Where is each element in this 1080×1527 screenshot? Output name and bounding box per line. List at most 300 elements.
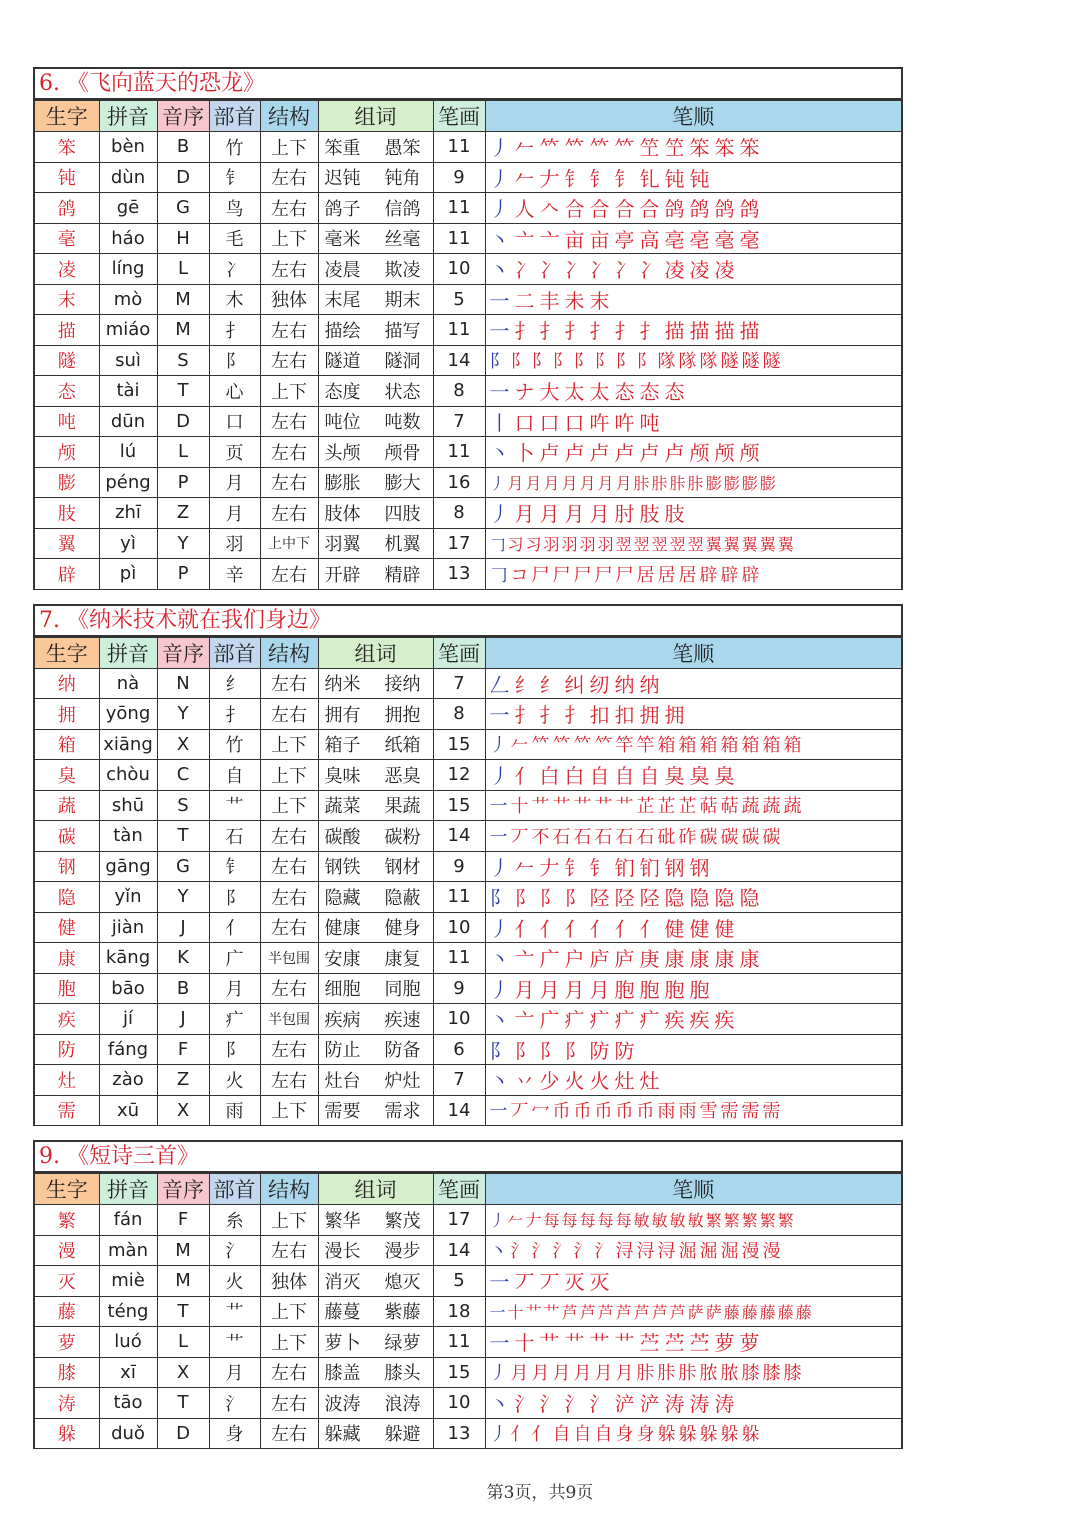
stroke-step: 卢	[539, 441, 560, 466]
stroke-step: 居	[636, 564, 655, 586]
char-cell: 态	[35, 376, 99, 407]
stroke-step: 丆	[539, 1270, 560, 1295]
stroke-order-cell	[485, 729, 901, 760]
order-cell: M	[157, 1266, 209, 1297]
structure-cell: 上下	[260, 1205, 318, 1236]
stroke-step: 胩	[657, 1363, 676, 1385]
stroke-step: 隧	[720, 351, 739, 373]
stroke-step: 币	[594, 1101, 613, 1123]
stroke-step: 隧	[762, 351, 781, 373]
header-structure: 结构	[260, 637, 318, 668]
stroke-step: 藤	[777, 1302, 794, 1322]
word-2: 吨数	[384, 412, 421, 434]
stroke-step: 躲	[720, 1424, 739, 1446]
stroke-step: 一	[489, 1302, 506, 1322]
char-cell: 颅	[35, 437, 99, 468]
word-1: 拥有	[324, 704, 361, 726]
char-cell: 繁	[35, 1205, 99, 1236]
pinyin-cell: fáng	[99, 1034, 157, 1065]
stroke-step: 辟	[741, 564, 760, 586]
stroke-step: 自	[614, 764, 635, 789]
stroke-step: 羽	[543, 534, 560, 554]
order-cell: Z	[157, 1065, 209, 1096]
stroke-step: 丶	[489, 258, 510, 283]
stroke-step: 氵	[589, 1392, 610, 1417]
stroke-step: 十	[507, 1302, 524, 1322]
stroke-step: 合	[589, 197, 610, 222]
stroke-step: 笁	[664, 136, 685, 161]
words-cell	[318, 1205, 433, 1236]
stroke-step: 扌	[614, 319, 635, 344]
stroke-order-cell	[485, 821, 901, 852]
stroke-step: 月	[594, 1363, 613, 1385]
stroke-step: 石	[552, 826, 571, 848]
structure-cell: 独体	[260, 1266, 318, 1297]
stroke-step: 一	[489, 380, 510, 405]
char-cell: 臭	[35, 760, 99, 791]
header-words: 组词	[318, 101, 433, 132]
stroke-step: 丿	[489, 473, 506, 493]
structure-cell: 上下	[260, 1327, 318, 1358]
word-1: 臭味	[324, 765, 361, 787]
word-2: 愚笨	[384, 137, 421, 159]
structure-cell: 左右	[260, 821, 318, 852]
lesson-section	[33, 604, 903, 1127]
word-1: 需要	[324, 1101, 361, 1123]
stroke-step: 胞	[614, 977, 635, 1002]
stroke-step: 防	[589, 1038, 610, 1063]
word-1: 隧道	[324, 351, 361, 373]
char-cell: 毫	[35, 223, 99, 254]
structure-cell: 上下	[260, 1296, 318, 1327]
stroke-step: 钅	[614, 166, 635, 191]
stroke-order-cell	[485, 1004, 901, 1035]
stroke-order-cell	[485, 912, 901, 943]
words-cell	[318, 528, 433, 559]
stroke-step: 碳	[699, 826, 718, 848]
char-cell: 吨	[35, 406, 99, 437]
structure-cell: 上下	[260, 790, 318, 821]
stroke-order-cell	[485, 498, 901, 529]
word-2: 膝头	[384, 1363, 421, 1385]
stroke-step: 翼	[777, 534, 794, 554]
stroke-step: 膝	[762, 1363, 781, 1385]
stroke-step: 康	[664, 947, 685, 972]
strokes-cell: 11	[433, 315, 485, 346]
stroke-step: 需	[762, 1101, 781, 1123]
stroke-step: 末	[589, 288, 610, 313]
stroke-step: 月	[552, 1363, 571, 1385]
word-2: 欺凌	[384, 259, 421, 281]
stroke-step: 萜	[720, 796, 739, 818]
stroke-step: 疾	[714, 1008, 735, 1033]
table-row	[35, 912, 901, 943]
radical-cell: 火	[209, 1266, 260, 1297]
word-1: 凌晨	[324, 259, 361, 281]
stroke-order-cell	[485, 193, 901, 224]
stroke-step: 亻	[614, 916, 635, 941]
order-cell: T	[157, 376, 209, 407]
stroke-step: 自	[594, 1424, 613, 1446]
stroke-step: 艹	[614, 1331, 635, 1356]
char-cell: 灶	[35, 1065, 99, 1096]
stroke-step: 一	[489, 1270, 510, 1295]
order-cell: T	[157, 821, 209, 852]
stroke-step: 纟	[514, 672, 535, 697]
stroke-step: 疒	[614, 1008, 635, 1033]
structure-cell: 左右	[260, 699, 318, 730]
radical-cell: 扌	[209, 315, 260, 346]
word-1: 健康	[324, 918, 361, 940]
stroke-step: 需	[741, 1101, 760, 1123]
radical-cell: 亻	[209, 912, 260, 943]
stroke-step: 翼	[741, 534, 758, 554]
pinyin-cell: yǐn	[99, 882, 157, 913]
stroke-step: 冫	[589, 258, 610, 283]
strokes-cell: 7	[433, 406, 485, 437]
stroke-step: 笁	[639, 136, 660, 161]
stroke-step: コ	[510, 564, 529, 586]
radical-cell: 扌	[209, 699, 260, 730]
stroke-step: 雪	[699, 1101, 718, 1123]
stroke-step: 羽	[561, 534, 578, 554]
word-1: 毫米	[324, 229, 361, 251]
stroke-step: 丆	[510, 1101, 529, 1123]
stroke-step: 阝	[489, 351, 508, 373]
stroke-step: 浔	[636, 1241, 655, 1263]
stroke-step: 尸	[594, 564, 613, 586]
stroke-step: 砒	[657, 826, 676, 848]
stroke-step: 丨	[489, 410, 510, 435]
stroke-step: 灶	[639, 1069, 660, 1094]
stroke-step: 白	[564, 764, 585, 789]
lesson-section	[33, 67, 903, 590]
stroke-step: 扌	[564, 319, 585, 344]
stroke-step: 口	[539, 410, 560, 435]
structure-cell: 左右	[260, 1235, 318, 1266]
stroke-step: 蔬	[762, 796, 781, 818]
stroke-step: 颅	[739, 441, 760, 466]
stroke-step: 石	[615, 826, 634, 848]
stroke-step: 卢	[589, 441, 610, 466]
words-cell	[318, 790, 433, 821]
stroke-step: 鸽	[714, 197, 735, 222]
stroke-step: 丰	[539, 288, 560, 313]
radical-cell: 月	[209, 467, 260, 498]
stroke-step: 箱	[783, 735, 802, 757]
word-2: 健身	[384, 918, 421, 940]
word-2: 碳粉	[384, 826, 421, 848]
radical-cell: 艹	[209, 1296, 260, 1327]
strokes-cell: 15	[433, 1357, 485, 1388]
stroke-step: 口	[514, 410, 535, 435]
strokes-cell: 16	[433, 467, 485, 498]
structure-cell: 左右	[260, 315, 318, 346]
stroke-order-cell	[485, 376, 901, 407]
word-2: 果蔬	[384, 796, 421, 818]
stroke-step: 翼	[759, 534, 776, 554]
stroke-step: 自	[552, 1424, 571, 1446]
strokes-cell: 11	[433, 132, 485, 163]
stroke-step: 氵	[594, 1241, 613, 1263]
table-row	[35, 699, 901, 730]
header-char: 生字	[35, 1174, 99, 1205]
strokes-cell: 11	[433, 223, 485, 254]
order-cell: F	[157, 1205, 209, 1236]
table-row	[35, 1095, 901, 1126]
words-cell	[318, 1327, 433, 1358]
word-1: 箱子	[324, 735, 361, 757]
stroke-step: 钆	[639, 166, 660, 191]
strokes-cell: 11	[433, 1327, 485, 1358]
order-cell: D	[157, 162, 209, 193]
table-row	[35, 1418, 901, 1449]
stroke-step: 漫	[741, 1241, 760, 1263]
stroke-step: 丶	[489, 1392, 510, 1417]
stroke-step: 藤	[795, 1302, 812, 1322]
stroke-step: 淈	[678, 1241, 697, 1263]
char-cell: 凌	[35, 254, 99, 285]
stroke-step: 𥫗	[589, 136, 610, 161]
stroke-step: 𥫗	[539, 136, 560, 161]
stroke-step: 健	[689, 916, 710, 941]
pinyin-cell: suì	[99, 345, 157, 376]
stroke-step: 火	[564, 1069, 585, 1094]
strokes-cell: 13	[433, 1418, 485, 1449]
strokes-cell: 17	[433, 528, 485, 559]
stroke-step: 碳	[762, 826, 781, 848]
stroke-order-cell	[485, 1095, 901, 1126]
stroke-step: 每	[597, 1211, 614, 1231]
stroke-step: 月	[539, 502, 560, 527]
stroke-step: 𥫗	[564, 136, 585, 161]
stroke-step: 鸽	[664, 197, 685, 222]
char-cell: 胞	[35, 973, 99, 1004]
stroke-step: 丶	[489, 1008, 510, 1033]
stroke-step: 雨	[678, 1101, 697, 1123]
stroke-step: 芦	[651, 1302, 668, 1322]
stroke-step: 𥫗	[573, 735, 592, 757]
table-row	[35, 284, 901, 315]
char-cell: 鸽	[35, 193, 99, 224]
stroke-step: 胩	[636, 1363, 655, 1385]
strokes-cell: 8	[433, 699, 485, 730]
char-cell: 膨	[35, 467, 99, 498]
stroke-step: 亩	[564, 227, 585, 252]
stroke-step: 隐	[664, 886, 685, 911]
header-radical: 部首	[209, 637, 260, 668]
stroke-step: 描	[689, 319, 710, 344]
structure-cell: 左右	[260, 498, 318, 529]
stroke-step: 身	[636, 1424, 655, 1446]
stroke-step: 丶	[489, 1241, 508, 1263]
stroke-order-cell	[485, 132, 901, 163]
header-words: 组词	[318, 1174, 433, 1205]
stroke-step: 态	[614, 380, 635, 405]
stroke-step: 纟	[539, 672, 560, 697]
table-row	[35, 254, 901, 285]
stroke-step: 月	[573, 1363, 592, 1385]
radical-cell: 阝	[209, 345, 260, 376]
stroke-step: 笨	[739, 136, 760, 161]
stroke-step: 萨	[705, 1302, 722, 1322]
strokes-cell: 18	[433, 1296, 485, 1327]
word-2: 期末	[384, 290, 421, 312]
stroke-step: 雨	[657, 1101, 676, 1123]
word-1: 肢体	[324, 503, 361, 525]
char-cell: 隐	[35, 882, 99, 913]
stroke-step: 灭	[589, 1270, 610, 1295]
stroke-step: 陉	[589, 886, 610, 911]
pinyin-cell: mò	[99, 284, 157, 315]
char-cell: 末	[35, 284, 99, 315]
radical-cell: 疒	[209, 1004, 260, 1035]
stroke-step: 丷	[514, 1069, 535, 1094]
stroke-step: 浐	[639, 1392, 660, 1417]
pinyin-cell: miáo	[99, 315, 157, 346]
pinyin-cell: nà	[99, 668, 157, 699]
stroke-step: 隧	[741, 351, 760, 373]
table-row	[35, 1266, 901, 1297]
word-1: 波涛	[324, 1393, 361, 1415]
structure-cell: 上下	[260, 760, 318, 791]
stroke-step: 纳	[639, 672, 660, 697]
stroke-step: 身	[615, 1424, 634, 1446]
char-cell: 箱	[35, 729, 99, 760]
stroke-step: 艹	[573, 796, 592, 818]
stroke-step: 漫	[762, 1241, 781, 1263]
table-row	[35, 1034, 901, 1065]
stroke-step: 藤	[741, 1302, 758, 1322]
word-2: 钝角	[384, 168, 421, 190]
stroke-step: 氵	[510, 1241, 529, 1263]
stroke-step: 阝	[510, 351, 529, 373]
stroke-step: 𥫗	[594, 735, 613, 757]
stroke-step: 钅	[589, 855, 610, 880]
order-cell: T	[157, 1388, 209, 1419]
strokes-cell: 11	[433, 943, 485, 974]
structure-cell: 左右	[260, 254, 318, 285]
stroke-step: 扌	[514, 703, 535, 728]
stroke-step: 亠	[514, 947, 535, 972]
stroke-step: 月	[564, 502, 585, 527]
vocab-table	[35, 100, 901, 590]
stroke-step: 隊	[699, 351, 718, 373]
word-2: 精辟	[384, 564, 421, 586]
radical-cell: 月	[209, 498, 260, 529]
stroke-step: 𥫗	[552, 735, 571, 757]
char-cell: 碳	[35, 821, 99, 852]
words-cell	[318, 254, 433, 285]
word-1: 描绘	[324, 320, 361, 342]
word-2: 防备	[384, 1040, 421, 1062]
stroke-step: 阝	[636, 351, 655, 373]
pinyin-cell: yì	[99, 528, 157, 559]
order-cell: G	[157, 851, 209, 882]
strokes-cell: 13	[433, 559, 485, 590]
stroke-step: 敏	[669, 1211, 686, 1231]
structure-cell: 上下	[260, 729, 318, 760]
stroke-step: 拥	[664, 703, 685, 728]
pinyin-cell: téng	[99, 1296, 157, 1327]
pinyin-cell: jí	[99, 1004, 157, 1035]
stroke-step: 一	[489, 703, 510, 728]
stroke-step: 卢	[614, 441, 635, 466]
stroke-step: 艹	[564, 1331, 585, 1356]
stroke-step: 萝	[714, 1331, 735, 1356]
word-2: 漫步	[384, 1241, 421, 1263]
order-cell: M	[157, 284, 209, 315]
stroke-step: 高	[639, 227, 660, 252]
word-2: 信鸽	[384, 198, 421, 220]
stroke-order-cell	[485, 1327, 901, 1358]
word-1: 开辟	[324, 564, 361, 586]
stroke-step: 亠	[539, 227, 560, 252]
char-cell: 需	[35, 1095, 99, 1126]
table-row	[35, 1205, 901, 1236]
pinyin-cell: yōng	[99, 699, 157, 730]
stroke-step: 未	[564, 288, 585, 313]
structure-cell: 左右	[260, 1034, 318, 1065]
word-1: 末尾	[324, 290, 361, 312]
table-row	[35, 1065, 901, 1096]
stroke-step: 丶	[489, 227, 510, 252]
words-cell	[318, 223, 433, 254]
pinyin-cell: zào	[99, 1065, 157, 1096]
table-row	[35, 882, 901, 913]
char-cell: 钢	[35, 851, 99, 882]
stroke-step: 藤	[723, 1302, 740, 1322]
stroke-step: 月	[615, 473, 632, 493]
pinyin-cell: màn	[99, 1235, 157, 1266]
stroke-step: 丿	[489, 166, 510, 191]
stroke-order-cell	[485, 1296, 901, 1327]
stroke-step: 𠂉	[507, 1211, 524, 1231]
radical-cell: 纟	[209, 668, 260, 699]
pinyin-cell: duǒ	[99, 1418, 157, 1449]
order-cell: P	[157, 467, 209, 498]
stroke-step: 氵	[531, 1241, 550, 1263]
stroke-step: 浔	[657, 1241, 676, 1263]
structure-cell: 左右	[260, 851, 318, 882]
stroke-step: 月	[543, 473, 560, 493]
stroke-step: 𥫗	[531, 735, 550, 757]
stroke-step: 箱	[762, 735, 781, 757]
header-order: 音序	[157, 101, 209, 132]
stroke-step: 月	[564, 977, 585, 1002]
stroke-step: 吘	[614, 410, 635, 435]
stroke-step: 吘	[589, 410, 610, 435]
pinyin-cell: xiāng	[99, 729, 157, 760]
stroke-step: 膝	[741, 1363, 760, 1385]
stroke-step: 丿	[489, 1424, 508, 1446]
stroke-step: 丶	[489, 1069, 510, 1094]
stroke-step: 亻	[589, 916, 610, 941]
stroke-step: 钝	[664, 166, 685, 191]
strokes-cell: 10	[433, 912, 485, 943]
stroke-step: 钔	[639, 855, 660, 880]
stroke-step: 𠂇	[539, 166, 560, 191]
word-1: 繁华	[324, 1210, 361, 1232]
stroke-step: 阝	[539, 1038, 560, 1063]
stroke-step: 涛	[714, 1392, 735, 1417]
table-row	[35, 821, 901, 852]
stroke-step: 辟	[699, 564, 718, 586]
strokes-cell: 11	[433, 193, 485, 224]
table-row	[35, 376, 901, 407]
radical-cell: 艹	[209, 1327, 260, 1358]
stroke-step: 尸	[531, 564, 550, 586]
